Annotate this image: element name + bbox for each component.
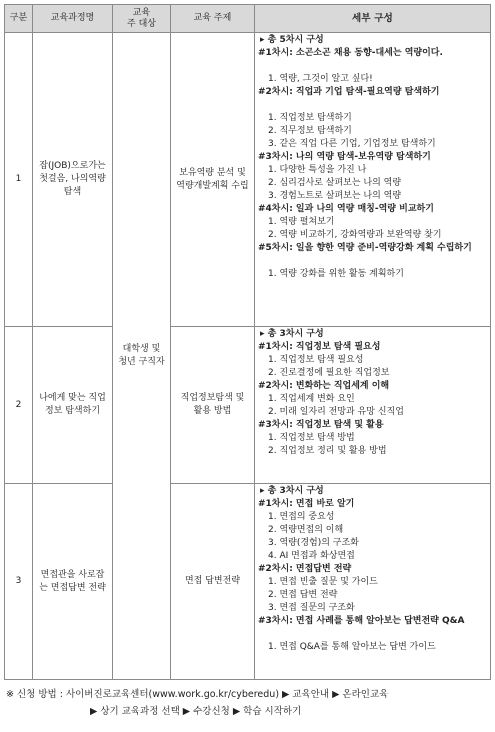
session-item: 1. 면접의 중요성 [268,512,335,522]
session-item: 2. 직무정보 탐색하기 [268,126,352,136]
detail-summary: ▸ 총 5차시 구성 [260,35,324,45]
session-item: 2. 직업정보 정리 및 활용 방법 [268,446,387,456]
row-course: 면접관을 사로잡는 면접답변 전략 [33,484,113,680]
header-course: 교육과정명 [33,5,113,33]
session-item: 1. 다양한 특성을 가진 나 [268,165,367,175]
session-item: 4. AI 면접과 화상면접 [268,551,355,561]
session-item: 1. 역량, 그것이 알고 싶다! [268,74,373,84]
summary-text: 총 3차시 구성 [267,486,324,496]
session-title: #3차시: 나의 역량 탐색-보유역량 탐색하기 [258,152,431,162]
table-header-row [5,5,491,33]
detail-summary: ▸ 총 3차시 구성 [260,486,324,496]
header-target-line2: 주 대상 [127,18,156,29]
session-item: 3. 경험노트로 살펴보는 나의 역량 [268,191,402,201]
session-title: #3차시: 직업정보 탐색 및 활용 [258,420,384,430]
header-target [113,5,171,33]
summary-text: 총 3차시 구성 [267,329,324,339]
instructions-line2: ▶ 상기 교육과정 선택 ▶ 수강신청 ▶ 학습 시작하기 [90,706,302,717]
session-item: 1. 면접 Q&A를 통해 알아보는 답변 가이드 [268,642,436,652]
session-item: 1. 직업정보 탐색하기 [268,113,352,123]
row-detail [255,327,491,484]
detail-summary: ▸ 총 3차시 구성 [260,329,324,339]
row-detail [255,484,491,680]
header-detail-label: 세부 구성 [351,12,393,24]
header-no: 구분 [5,5,33,33]
course-table-wrapper [4,4,490,680]
table-row [5,484,491,680]
session-item: 2. 심리검사로 살펴보는 나의 역량 [268,178,402,188]
session-item: 2. 역량 비교하기, 강화역량과 보완역량 찾기 [268,230,442,240]
summary-text: 총 5차시 구성 [267,35,324,45]
row-topic: 면접 답변전략 [171,484,255,680]
session-item: 3. 같은 직업 다른 기업, 기업정보 탐색하기 [268,139,436,149]
header-topic: 교육 주제 [171,5,255,33]
session-title: #1차시: 소곤소곤 채용 동향-대세는 역량이다. [258,48,443,58]
row-topic: 보유역량 분석 및 역량개발계획 수립 [171,33,255,327]
session-title: #5차시: 일을 향한 역량 준비-역량강화 계획 수립하기 [258,243,472,253]
header-target-line1: 교육 [132,7,151,18]
row-detail [255,33,491,327]
table-row [5,327,491,484]
session-title: #1차시: 면접 바로 알기 [258,499,355,509]
session-item: 3. 역량(경험)의 구조화 [268,538,359,548]
header-detail [255,5,491,33]
session-title: #2차시: 직업과 기업 탐색-필요역량 탐색하기 [258,87,440,97]
session-item: 2. 미래 일자리 전망과 유망 신직업 [268,407,404,417]
session-item: 1. 역량 강화를 위한 활동 계획하기 [268,269,404,279]
course-table [4,4,491,680]
session-title: #4차시: 일과 나의 역량 매칭-역량 비교하기 [258,204,434,214]
session-item: 1. 직업정보 탐색 방법 [268,433,355,443]
session-title: #2차시: 변화하는 직업세계 이해 [258,381,390,391]
row-target: 대학생 및 청년 구직자 [113,33,171,680]
row-no: 1 [5,33,33,327]
row-course: 잡(JOB)으로가는 첫걸음, 나의역량탐색 [33,33,113,327]
session-item: 1. 역량 펼쳐보기 [268,217,335,227]
row-topic: 직업정보탐색 및 활용 방법 [171,327,255,484]
session-title: #2차시: 면접답변 전략 [258,564,352,574]
row-no: 3 [5,484,33,680]
instructions-line1: ※ 신청 방법 : 사이버진로교육센터(www.work.go.kr/cyberedu) ▶ 교육안내 ▶ 온라인교육 [6,689,389,700]
row-no: 2 [5,327,33,484]
row-course: 나에게 맞는 직업정보 탐색하기 [33,327,113,484]
session-item: 2. 진로결정에 필요한 직업정보 [268,368,390,378]
session-item: 2. 역량면접의 이해 [268,525,344,535]
session-item: 3. 면접 질문의 구조화 [268,603,355,613]
session-item: 2. 면접 답변 전략 [268,590,338,600]
session-item: 1. 면접 빈출 질문 및 가이드 [268,577,378,587]
table-row [5,33,491,327]
session-title: #1차시: 직업정보 탐색 필요성 [258,342,381,352]
session-item: 1. 직업정보 탐색 필요성 [268,355,364,365]
session-title: #3차시: 면접 사례를 통해 알아보는 답변전략 Q&A [258,616,465,626]
application-instructions [6,686,490,720]
session-item: 1. 직업세계 변화 요인 [268,394,355,404]
